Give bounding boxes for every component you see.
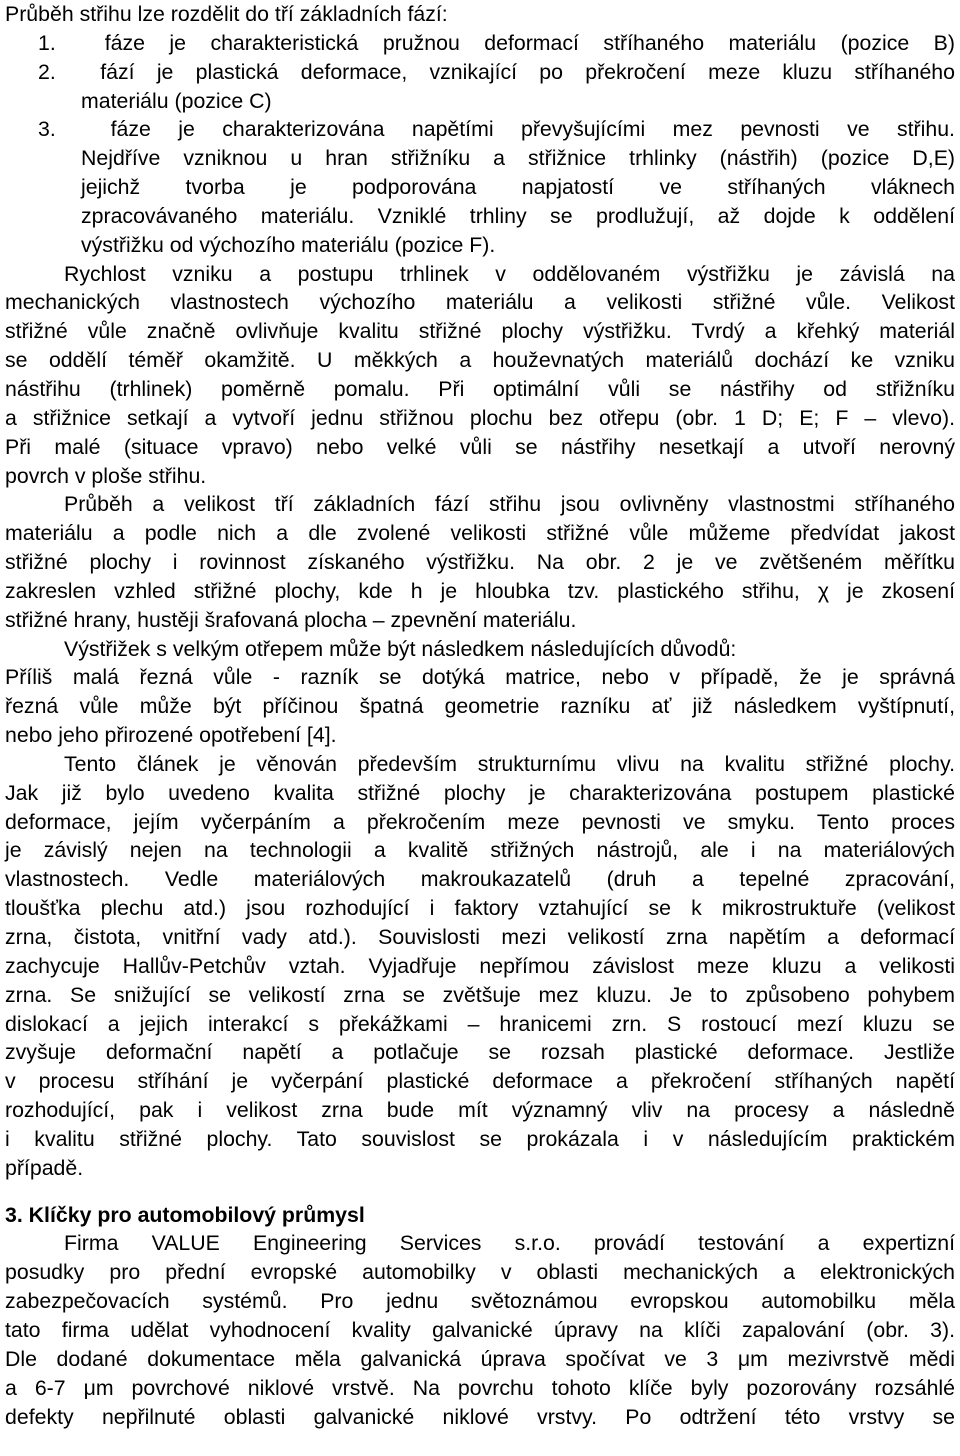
paragraph xyxy=(5,635,955,750)
paragraph-line: tato firma udělat vyhodnocení kvality galvanické úpravy na klíči zapalování (obr. 3). xyxy=(5,1317,955,1342)
paragraph-line: i kvalitu střižné plochy. Tato souvislost se prokázala i v následujícím praktickém xyxy=(5,1126,955,1151)
phase-item xyxy=(5,58,955,87)
paragraph-line: Dle dodané dokumentace měla galvanická úprava spočívat ve 3 μm mezivrstvě mědi xyxy=(5,1346,955,1371)
paragraph-line: mechanických vlastnostech výchozího materiálu a velikosti střižné vůle. Velikost xyxy=(5,290,955,315)
phase-text-line: zpracovávaného materiálu. Vzniklé trhliny se prodlužují, až dojde k oddělení xyxy=(81,203,955,228)
paragraph xyxy=(5,750,955,1183)
paragraph-line: nástřihu (trhlinek) poměrně pomalu. Při optimální vůli se nástřihy od střižníku xyxy=(5,376,955,401)
paragraph-line: Firma VALUE Engineering Services s.r.o. provádí testování a expertizní xyxy=(64,1231,955,1256)
paragraph-line: tloušťka plechu atd.) jsou rozhodující i faktory vztahující se k mikrostruktuře (velikost xyxy=(5,896,955,921)
phase-text-line: materiálu (pozice C) xyxy=(81,88,272,113)
phase-list xyxy=(5,29,955,260)
document-page xyxy=(5,0,955,1431)
paragraph-line: rozhodující, pak i velikost zrna bude mít významný vliv na procesy a následně xyxy=(5,1098,955,1123)
section-heading: 3. Klíčky pro automobilový průmysl xyxy=(5,1202,365,1227)
paragraph-line: a střižnice setkají a vytvoří jednu střižnou plochu bez otřepu (obr. 1 D; E; F – vlevo). xyxy=(5,405,955,430)
paragraph-line: materiálu a podle nich a dle zvolené velikosti střižné vůle můžeme předvídat jakost xyxy=(5,521,955,546)
paragraph-line: Průběh a velikost tří základních fází střihu jsou ovlivněny vlastnostmi stříhaného xyxy=(64,492,955,517)
paragraph xyxy=(5,490,955,634)
section-spacer xyxy=(5,1183,955,1201)
phase-number: 2. xyxy=(38,59,56,84)
phase-item xyxy=(5,29,955,58)
intro-line: Průběh střihu lze rozdělit do tří základních fází: xyxy=(5,2,448,26)
phase-number: 1. xyxy=(38,30,56,55)
paragraph-line: střižné hrany, hustěji šrafovaná plocha – zpevnění materiálu. xyxy=(5,607,577,632)
paragraph-line: zrna. Se snižující se velikostí zrna se zvětšuje mez kluzu. Je to způsobeno pohybem xyxy=(5,982,955,1007)
phase-text-line: Nejdříve vzniknou u hran střižníku a střižnice trhlinky (nástřih) (pozice D,E) xyxy=(81,146,955,171)
paragraph-line: Tento článek je věnován především strukturnímu vlivu na kvalitu střižné plochy. xyxy=(64,751,955,776)
paragraph-line: řezná vůle může být příčinou špatná geometrie razníku ať již následkem vyštípnutí, xyxy=(5,694,955,719)
phase-number: 3. xyxy=(38,117,56,142)
paragraph xyxy=(5,260,955,491)
phase-item xyxy=(5,115,955,144)
phase-text-line: fází je plastická deformace, vznikající po překročení meze kluzu stříhaného xyxy=(100,59,955,84)
paragraph-line: nebo jeho přirozené opotřebení [4]. xyxy=(5,723,337,748)
paragraph-line: střižné plochy i rovinnost získaného výstřižku. Na obr. 2 je ve zvětšeném měřítku xyxy=(5,550,955,575)
paragraph-line: Příliš malá řezná vůle - razník se dotýká matrice, nebo v případě, že je správná xyxy=(5,665,955,690)
paragraph-line: a 6-7 μm povrchové niklové vrstvě. Na povrchu tohoto klíče byly pozorovány rozsáhlé xyxy=(5,1375,955,1400)
paragraph-line: zakreslen vzhled střižné plochy, kde h je hloubka tzv. plastického střihu, χ je zkosení xyxy=(5,578,955,603)
phase-text-line: výstřižku od výchozího materiálu (pozice F). xyxy=(81,232,496,257)
paragraph-line: povrch v ploše střihu. xyxy=(5,463,207,488)
paragraph-line: Výstřižek s velkým otřepem může být následkem následujících důvodů: xyxy=(64,636,737,661)
paragraph-line: defekty nepřilnuté oblasti galvanické niklové vrstvy. Po odtržení této vrstvy se xyxy=(5,1404,955,1429)
phase-text-line: jejichž tvorba je podporována napjatostí ve stříhaných vláknech xyxy=(81,175,955,200)
paragraph-line: zabezpečovacích systémů. Pro jednu světoznámou evropskou automobilku měla xyxy=(5,1289,955,1314)
paragraph-line: se oddělí téměř okamžitě. U měkkých a houževnatých materiálů dochází ke vzniku xyxy=(5,348,955,373)
paragraph-line: Jak již bylo uvedeno kvalita střižné plochy je charakterizována postupem plastické xyxy=(5,780,955,805)
paragraph-line: zvyšuje deformační napětí a potlačuje se rozsah plastické deformace. Jestliže xyxy=(5,1040,955,1065)
paragraph-line: dislokací a jejich interakcí s překážkami – hranicemi zrn. S rostoucí mezí kluzu se xyxy=(5,1011,955,1036)
section-paragraph xyxy=(5,1229,955,1431)
paragraph-line: posudky pro přední evropské automobilky v oblasti mechanických a elektronických xyxy=(5,1260,955,1285)
phase-text-line: fáze je charakterizována napětími převyšujícími mez pevnosti ve střihu. xyxy=(110,117,955,142)
paragraph-line: Při malé (situace vpravo) nebo velké vůli se nástřihy nesetkají a utvoří nerovný xyxy=(5,434,955,459)
paragraph-line: vlastnostech. Vedle materiálových makroukazatelů (druh a tepelné zpracování, xyxy=(5,867,955,892)
paragraph-line: případě. xyxy=(5,1155,84,1180)
phase-text-line: fáze je charakteristická pružnou deformací stříhaného materiálu (pozice B) xyxy=(104,30,955,55)
paragraph-line: v procesu stříhání je vyčerpání plastické deformace a překročení stříhaných napětí xyxy=(5,1069,955,1094)
paragraph-line: je závislý nejen na technologii a kvalitě střižných nástrojů, ale i na materiálových xyxy=(5,838,955,863)
paragraph-line: zrna, čistota, vnitřní vady atd.). Souvislosti mezi velikostí zrna napětím a deformací xyxy=(5,925,955,949)
paragraph-line: zachycuje Hallův-Petchův vztah. Vyjadřuje nepřímou závislost meze kluzu a velikosti xyxy=(5,953,955,978)
paragraph-line: deformace, jejím vyčerpáním a překročením meze pevnosti ve smyku. Tento proces xyxy=(5,809,955,834)
paragraph-line: Rychlost vzniku a postupu trhlinek v oddělovaném výstřižku je závislá na xyxy=(64,261,955,286)
paragraph-line: střižné vůle značně ovlivňuje kvalitu střižné plochy výstřižku. Tvrdý a křehký materiál xyxy=(5,319,955,344)
